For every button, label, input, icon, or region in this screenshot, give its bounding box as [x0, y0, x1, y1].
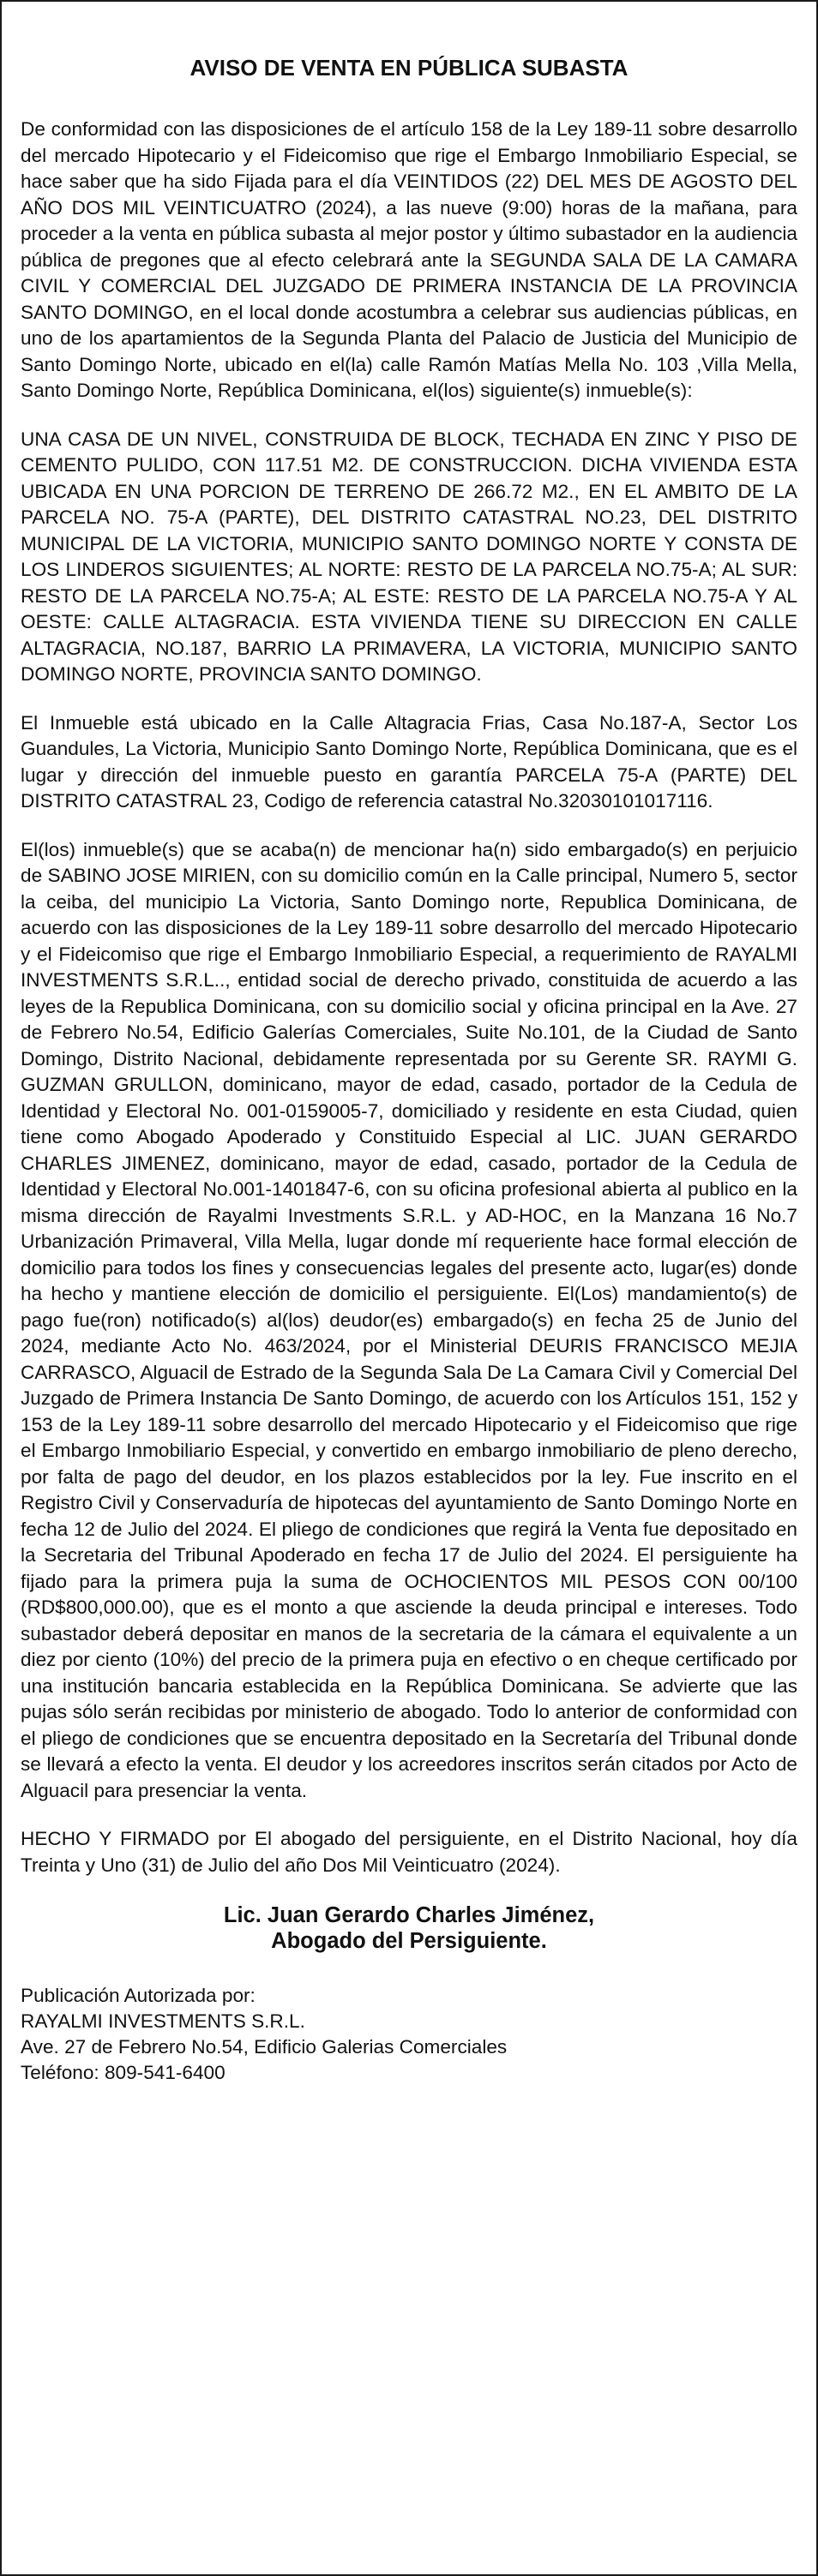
paragraph-property-description: UNA CASA DE UN NIVEL, CONSTRUIDA DE BLOCK, TECHADA EN ZINC Y PISO DE CEMENTO PULIDO, CON 117.51 M2. DE CONSTRUCCION. DICHA VIVIENDA ESTA UBICADA EN UNA PORCION DE TERRENO DE 266.72 M2., EN EL AMBITO DE LA PARCELA NO. 75-A (PARTE), DEL DISTRITO CATASTRAL NO.23, DEL DISTRITO MUNICIPAL DE LA VICTORIA, MUNICIPIO SANTO DOMINGO NORTE Y CONSTA DE LOS LINDEROS SIGUIENTES; AL NORTE: RESTO DE LA PARCELA NO.75-A; AL SUR: RESTO DE LA PARCELA NO.75-A; AL ESTE: RESTO DE LA PARCELA NO.75-A Y AL OESTE: CALLE ALTAGRACIA. ESTA VIVIENDA TIENE SU DIRECCION EN CALLE ALTAGRACIA, NO.187, BARRIO LA PRIMAVERA, LA VICTORIA, MUNICIPIO SANTO DOMINGO NORTE, PROVINCIA SANTO DOMINGO. [21, 428, 797, 685]
signature-role: Abogado del Persiguiente. [271, 1929, 547, 1953]
signature-block [21, 1902, 797, 1954]
notice-title: AVISO DE VENTA EN PÚBLICA SUBASTA [189, 55, 629, 81]
paragraph-signed: HECHO Y FIRMADO por El abogado del persiguiente, en el Distrito Nacional, hoy día Treinta y Uno (31) de Julio del año Dos Mil Veinticuatro (2024). [21, 1828, 797, 1876]
paragraph-seizure-details: El(los) inmueble(s) que se acaba(n) de mencionar ha(n) sido embargado(s) en perjuicio de SABINO JOSE MIRIEN, con su domicilio común en la Calle principal, Numero 5, sector la ceiba, del municipio La Victoria, Santo Domingo norte, Republica Dominicana, de acuerdo con las disposiciones de la Ley 189-11 sobre desarrollo del mercado Hipotecario y el Fideicomiso que rige el Embargo Inmobiliario Especial, a requerimiento de RAYALMI INVESTMENTS S.R.L.., entidad social de derecho privado, constituida de acuerdo a las leyes de la Republica Dominicana, con su domicilio social y oficina principal en la Ave. 27 de Febrero No.54, Edificio Galerías Comerciales, Suite No.101, de la Ciudad de Santo Domingo, Distrito Nacional, debidamente representada por su Gerente SR. RAYMI G. GUZMAN GRULLON, dominicano, mayor de edad, casado, portador de la Cedula de Identidad y Electoral No. 001-0159005-7, domiciliado y residente en esta Ciudad, quien tiene como Abogado Apoderado y Constituido Especial al LIC. JUAN GERARDO CHARLES JIMENEZ, dominicano, mayor de edad, casado, portador de la Cedula de Identidad y Electoral No.001-1401847-6, con su oficina profesional abierta al publico en la misma dirección de Rayalmi Investments S.R.L. y AD-HOC, en la Manzana 16 No.7 Urbanización Primaveral, Villa Mella, lugar donde mí requeriente hace formal elección de domicilio para todos los fines y consecuencias legales del presente acto, lugar(es) donde ha hecho y mantiene elección de domicilio el persiguiente. El(Los) mandamiento(s) de pago fue(ron) notificado(s) al(los) deudor(es) embargado(s) en fecha 25 de Junio del 2024, mediante Acto No. 463/2024, por el Ministerial DEURIS FRANCISCO MEJIA CARRASCO, Alguacil de Estrado de la Segunda Sala De La Camara Civil y Comercial Del Juzgado de Primera Instancia De Santo Domingo, de acuerdo con los Artículos 151, 152 y 153 de la Ley 189-11 sobre desarrollo del mercado Hipotecario y el Fideicomiso que rige el Embargo Inmobiliario Especial, y convertido en embargo inmobiliario de pleno derecho, por falta de pago del deudor, en los plazos establecidos por la ley. Fue inscrito en el Registro Civil y Conservaduría de hipotecas del ayuntamiento de Santo Domingo Norte en fecha 12 de Julio del 2024. El pliego de condiciones que regirá la Venta fue depositado en la Secretaria del Tribunal Apoderado en fecha 17 de Julio del 2024. El persiguiente ha fijado para la primera puja la suma de OCHOCIENTOS MIL PESOS CON 00/100 (RD$800,000.00), que es el monto a que asciende la deuda principal e intereses. Todo subastador deberá depositar en manos de la secretaria de la cámara el equivalente a un diez por ciento (10%) del precio de la primera puja en efectivo o en cheque certificado por una institución bancaria establecida en la República Dominicana. Se advierte que las pujas sólo serán recibidas por ministerio de abogado. Todo lo anterior de conformidad con el pliego de condiciones que se encuentra depositado en la Secretaría del Tribunal donde se llevará a efecto la venta. El deudor y los acreedores inscritos serán citados por Acto de Alguacil para presenciar la venta. [21, 838, 797, 1801]
footer-address: Ave. 27 de Febrero No.54, Edificio Galerias Comerciales [21, 2036, 508, 2058]
footer-label: Publicación Autorizada por: [21, 1985, 256, 2006]
paragraph-auction-date: De conformidad con las disposiciones de el artículo 158 de la Ley 189-11 sobre desarrollo del mercado Hipotecario y el Fideicomiso que rige el Embargo Inmobiliario Especial, se hace saber que ha sido Fijada para el día VEINTIDOS (22) DEL MES DE AGOSTO DEL AÑO DOS MIL VEINTICUATRO (2024), a las nueve (9:00) horas de la mañana, para proceder a la venta en pública subasta al mejor postor y último subastador en la audiencia pública de pregones que al efecto celebrará ante la SEGUNDA SALA DE LA CAMARA CIVIL Y COMERCIAL DEL JUZGADO DE PRIMERA INSTANCIA DE LA PROVINCIA SANTO DOMINGO, en el local donde acostumbra a celebrar sus audiencias públicas, en uno de los apartamientos de la Segunda Planta del Palacio de Justicia del Municipio de Santo Domingo Norte, ubicado en el(la) calle Ramón Matías Mella No. 103 ,Villa Mella, Santo Domingo Norte, República Dominicana, el(los) siguiente(s) inmueble(s): [21, 118, 797, 401]
paragraph-property-location: El Inmueble está ubicado en la Calle Altagracia Frias, Casa No.187-A, Sector Los Guandules, La Victoria, Municipio Santo Domingo Norte, República Dominicana, que es el lugar y dirección del inmueble puesto en garantía PARCELA 75-A (PARTE) DEL DISTRITO CATASTRAL 23, Codigo de referencia catastral No.32030101017116. [21, 711, 797, 812]
footer-company: RAYALMI INVESTMENTS S.R.L. [21, 2010, 305, 2032]
signature-name: Lic. Juan Gerardo Charles Jiménez, [223, 1903, 595, 1927]
footer-phone: Teléfono: 809-541-6400 [21, 2062, 226, 2083]
publication-footer [21, 1983, 797, 2086]
